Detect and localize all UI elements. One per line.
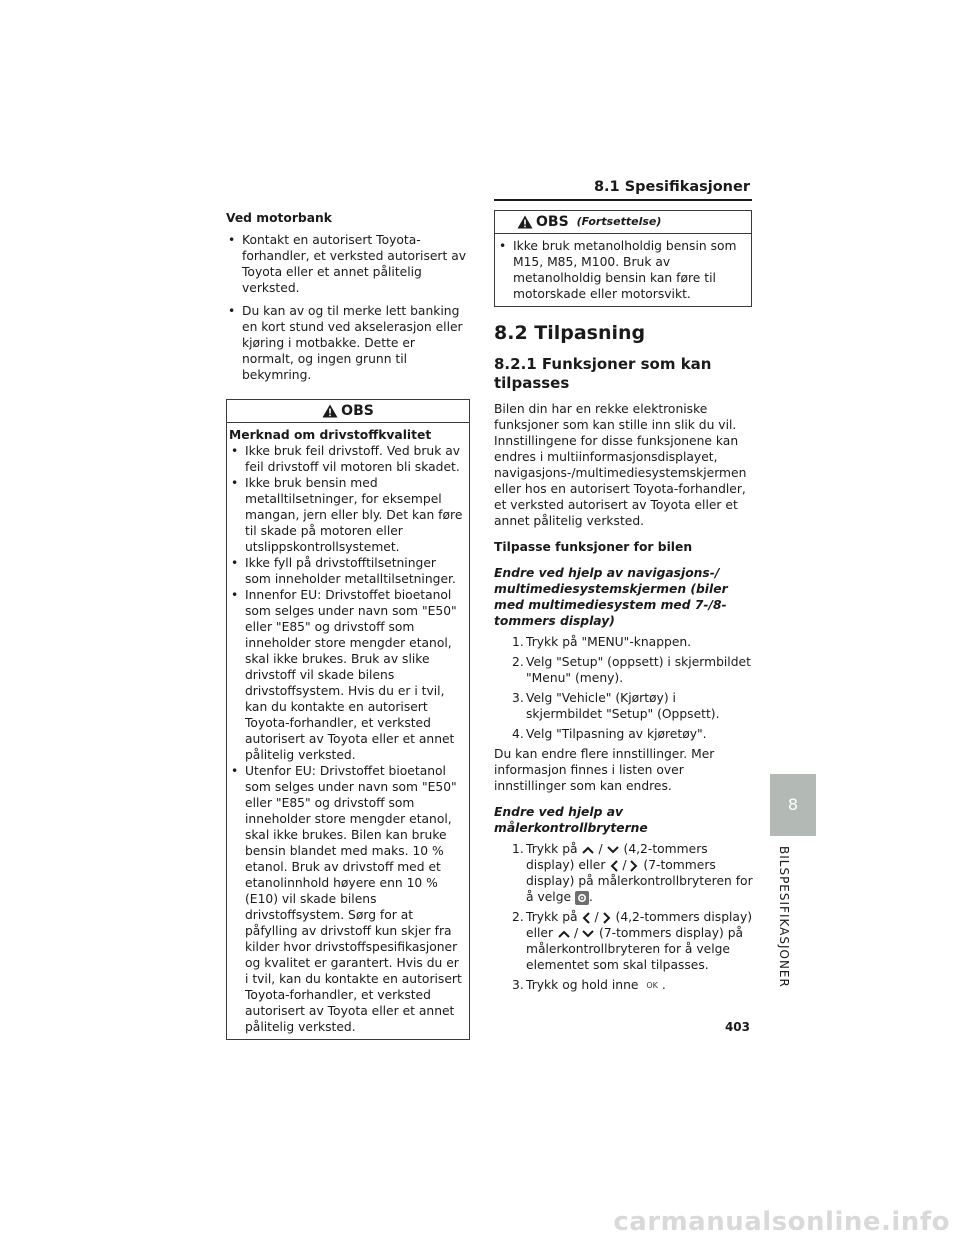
ok-button-icon: OK [646,980,658,990]
warning-icon [322,404,338,418]
list-item: • Ikke bruk feil drivstoff. Ved bruk av feil drivstoff vil motoren bli skadet. [229,443,465,475]
motorbank-title: Ved motorbank [226,211,332,225]
chevron-right-icon [629,859,639,873]
right-column [494,210,756,998]
meter-method-title: Endre ved hjelp av målerkontrollbryterne [494,805,648,835]
nav-steps [494,634,756,742]
chevron-down-icon [581,929,595,939]
meter-steps [494,841,756,994]
heading-tilpasning: 8.2 Tilpasning [494,322,646,344]
header-rule [494,199,752,201]
list-item: • Ikke fyll på drivstofftilsetninger som inneholder metalltilsetninger. [229,555,465,587]
chevron-up-icon [557,929,571,939]
chapter-number: 8 [787,795,799,814]
settings-gear-icon [575,891,589,905]
list-item: 4. Velg "Tilpasning av kjøretøy". [512,727,707,741]
obs-list [497,238,747,302]
list-item: 2. Velg "Setup" (oppsett) i skjermbildet "Menu" (meny). [512,655,751,685]
obs-body [495,234,751,306]
obs-label: OBS [536,214,569,230]
intro-paragraph: Bilen din har en rekke elektroniske funksjoner som kan stille inn slik du vil. Innstillingene for disse funksjonene kan endres i multiinformasjonsdisplayet, navigasjons-/multimediesystemskjermen eller hos en autorisert Toyota-forhandler, et verksted autorisert av Toyota eller et annet pålitelig verksted. [494,402,747,528]
page-number: 403 [724,1020,750,1034]
list-item: • Kontakt en autorisert Toyota-forhandler, et verksted autorisert av Toyota eller et annet pålitelig verksted. [226,232,470,296]
obs-header [227,400,469,423]
obs-box-continued [494,210,752,307]
chevron-right-icon [602,911,612,925]
obs-header [495,211,751,234]
chevron-left-icon [581,911,591,925]
nav-method-title: Endre ved hjelp av navigasjons-/ multimediesystemskjermen (biler med multimediesystem med 7-/8-tommers display) [494,566,728,628]
left-column [226,210,470,1040]
chapter-title: BILSPESIFIKASJONER [777,846,791,988]
section-header: 8.1 Spesifikasjoner [593,179,750,195]
list-item: • Utenfor EU: Drivstoffet bioetanol som selges under navn som "E50" eller "E85" og drivstoff som inneholder store mengder etanol, skal ikke brukes. Bilen kan bruke bensin blandet med maks. 10 % etanol. Bruk av drivstoff med et etanolinnhold høyere enn 10 % (E10) vil skade bilens drivstoffsystem. Sørg for at påfylling av drivstoff kun skjer fra kilder hvor drivstoffspesifikasjoner og kvalitet er garantert. Hvis du er i tvil, kan du kontakte en autorisert Toyota-forhandler, et verksted autorisert av Toyota eller et annet pålitelig verksted. [229,763,465,1035]
obs-label: OBS [341,403,374,419]
subsection-title: Tilpasse funksjoner for bilen [494,540,693,554]
nav-note: Du kan endre flere innstillinger. Mer informasjon finnes i listen over innstillinger som kan endres. [494,747,715,793]
list-item: • Du kan av og til merke lett banking en kort stund ved akselerasjon eller kjøring i motbakke. Dette er normalt, og ingen grunn til bekymring. [226,303,470,383]
watermark: carmanualsonline.info [613,1207,950,1237]
list-item: 1. Trykk på "MENU"-knappen. [512,635,692,649]
warning-icon [517,215,533,229]
list-item: • Ikke bruk bensin med metalltilsetninger, for eksempel mangan, jern eller bly. Det kan føre til skade på motoren eller utslippskontrollsystemet. [229,475,465,555]
list-item: 1. Trykk på / (4,2-tommers display) eller / (7-tommers display) på målerkontrollbryteren for å velge . [512,842,753,904]
list-item: • Innenfor EU: Drivstoffet bioetanol som selges under navn som "E50" eller "E85" og drivstoff som inneholder store mengder etanol, skal ikke brukes. Bruk av slike drivstoff vil skade bilens drivstoffsystem. Hvis du er i tvil, kan du kontakte en autorisert Toyota-forhandler, et verksted autorisert av Toyota eller et annet pålitelig verksted. [229,587,465,763]
chevron-down-icon [606,845,620,855]
obs-box-fuel [226,399,470,1040]
list-item: 3. Velg "Vehicle" (Kjørtøy) i skjermbildet "Setup" (Oppsett). [512,691,720,721]
list-item: 3. Trykk og hold inne OK . [512,978,666,992]
list-item: 2. Trykk på / (4,2-tommers display) eller / (7-tommers display) på målerkontrollbryteren for å velge elementet som skal tilpasses. [512,910,753,972]
chevron-up-icon [581,845,595,855]
obs-continued-label: (Fortsettelse) [576,215,662,228]
list-item: • Ikke bruk metanolholdig bensin som M15, M85, M100. Bruk av metanolholdig bensin kan føre til motorskade eller motorsvikt. [497,238,747,302]
obs-list [229,443,465,1035]
heading-funksjoner: 8.2.1 Funksjoner som kan tilpasses [494,355,712,392]
motorbank-list [226,232,470,383]
obs-title: Merknad om drivstoffkvalitet [229,428,432,442]
obs-body [227,423,469,1039]
chevron-left-icon [609,859,619,873]
